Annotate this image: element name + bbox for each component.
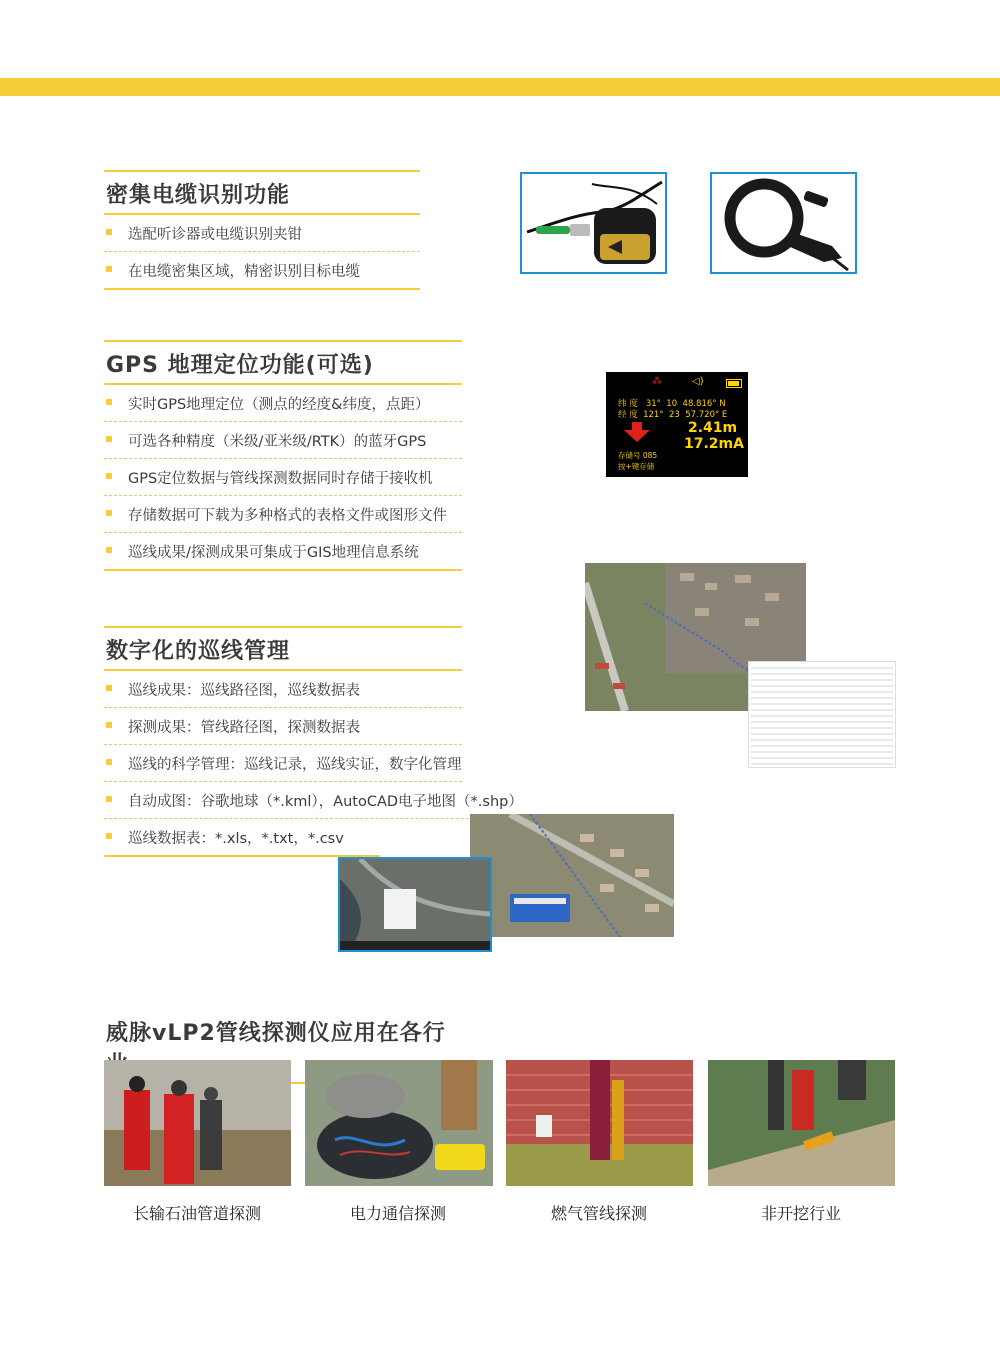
- list-item: 选配听诊器或电缆识别夹钳: [104, 215, 420, 252]
- oil-pipeline-photo: [104, 1060, 291, 1186]
- caption-trenchless: 非开挖行业: [760, 1204, 841, 1223]
- bullet-square-icon: [106, 833, 112, 839]
- current-readout: 17.2mA: [684, 436, 744, 452]
- caption-oil-pipeline: 长输石油管道探测: [132, 1204, 261, 1223]
- depth-readout: 2.41m: [688, 420, 738, 436]
- list-item: 实时GPS地理定位（测点的经度&纬度，点距）: [104, 385, 462, 422]
- patrol-data-table-image: [748, 661, 896, 768]
- gps-bullet-list: [104, 385, 462, 571]
- gps-section: [104, 340, 462, 571]
- bullet-square-icon: [106, 266, 112, 272]
- cable-section-title: 密集电缆识别功能: [104, 170, 420, 215]
- list-item: 自动成图：谷歌地球（*.kml），AutoCAD电子地图（*.shp）: [104, 782, 524, 819]
- bullet-square-icon: [106, 759, 112, 765]
- gps-section-title: GPS 地理定位功能(可选): [104, 340, 462, 385]
- river-map-icon: [340, 859, 490, 950]
- list-item: GPS定位数据与管线探测数据同时存储于接收机: [104, 459, 462, 496]
- stethoscope-photo: [520, 172, 667, 274]
- list-item: 巡线的科学管理：巡线记录，巡线实证，数字化管理: [104, 745, 462, 782]
- cable-section: [104, 170, 420, 290]
- cable-bullet-list: [104, 215, 420, 290]
- patrol-bullet-list: [104, 671, 523, 857]
- list-item: 巡线成果/探测成果可集成于GIS地理信息系统: [104, 533, 462, 571]
- cable-clamp-icon: [712, 174, 855, 272]
- caption-power-telecom: 电力通信探测: [349, 1204, 446, 1223]
- bullet-square-icon: [106, 685, 112, 691]
- bullet-square-icon: [106, 399, 112, 405]
- direction-arrow-icon: [624, 422, 650, 442]
- bullet-square-icon: [106, 510, 112, 516]
- patrol-section: [104, 626, 523, 857]
- press-store-hint: 按+键存储: [618, 462, 655, 471]
- bullet-square-icon: [106, 473, 112, 479]
- sound-icon: ◁): [692, 376, 704, 387]
- satellite-village-icon: [470, 814, 674, 937]
- list-item: 在电缆密集区域，精密识别目标电缆: [104, 252, 420, 290]
- clamp-photo: [710, 172, 857, 274]
- village-aerial-photo: [470, 814, 674, 937]
- ditch-workers-icon: [708, 1060, 895, 1186]
- store-number: 存储号 085: [618, 451, 658, 460]
- gas-pipeline-photo: [506, 1060, 693, 1186]
- bullet-square-icon: [106, 796, 112, 802]
- river-gis-screenshot: [338, 857, 492, 952]
- list-item: 存储数据可下载为多种格式的表格文件或图形文件: [104, 496, 462, 533]
- receiver-lcd-display: [606, 372, 748, 477]
- gps-signal-icon: ⁂: [652, 376, 662, 387]
- power-telecom-photo: [305, 1060, 493, 1186]
- manhole-cables-icon: [305, 1060, 493, 1186]
- bullet-square-icon: [106, 229, 112, 235]
- list-item: 探测成果：管线路径图，探测数据表: [104, 708, 462, 745]
- battery-icon: [726, 379, 742, 388]
- latitude-row: 纬 度 31° 10 48.816° N: [618, 399, 726, 409]
- stethoscope-icon: [522, 174, 665, 272]
- patrol-section-title: 数字化的巡线管理: [104, 626, 462, 671]
- list-item: 巡线数据表：*.xls，*.txt，*.csv: [104, 819, 380, 857]
- longitude-row: 经 度 121° 23 57.720° E: [618, 410, 728, 420]
- top-accent-bar: [0, 78, 1000, 96]
- caption-gas-pipeline: 燃气管线探测: [550, 1204, 647, 1223]
- list-item: 可选各种精度（米级/亚米级/RTK）的蓝牙GPS: [104, 422, 462, 459]
- field-workers-icon: [104, 1060, 291, 1186]
- bullet-square-icon: [106, 722, 112, 728]
- industry-section-title: 威脉vLP2管线探测仪应用在各行: [104, 1010, 460, 1084]
- list-item: 巡线成果：巡线路径图，巡线数据表: [104, 671, 462, 708]
- locator-operator-icon: [506, 1060, 693, 1186]
- spreadsheet-icon: [749, 662, 895, 767]
- bullet-square-icon: [106, 547, 112, 553]
- bullet-square-icon: [106, 436, 112, 442]
- trenchless-photo: [708, 1060, 895, 1186]
